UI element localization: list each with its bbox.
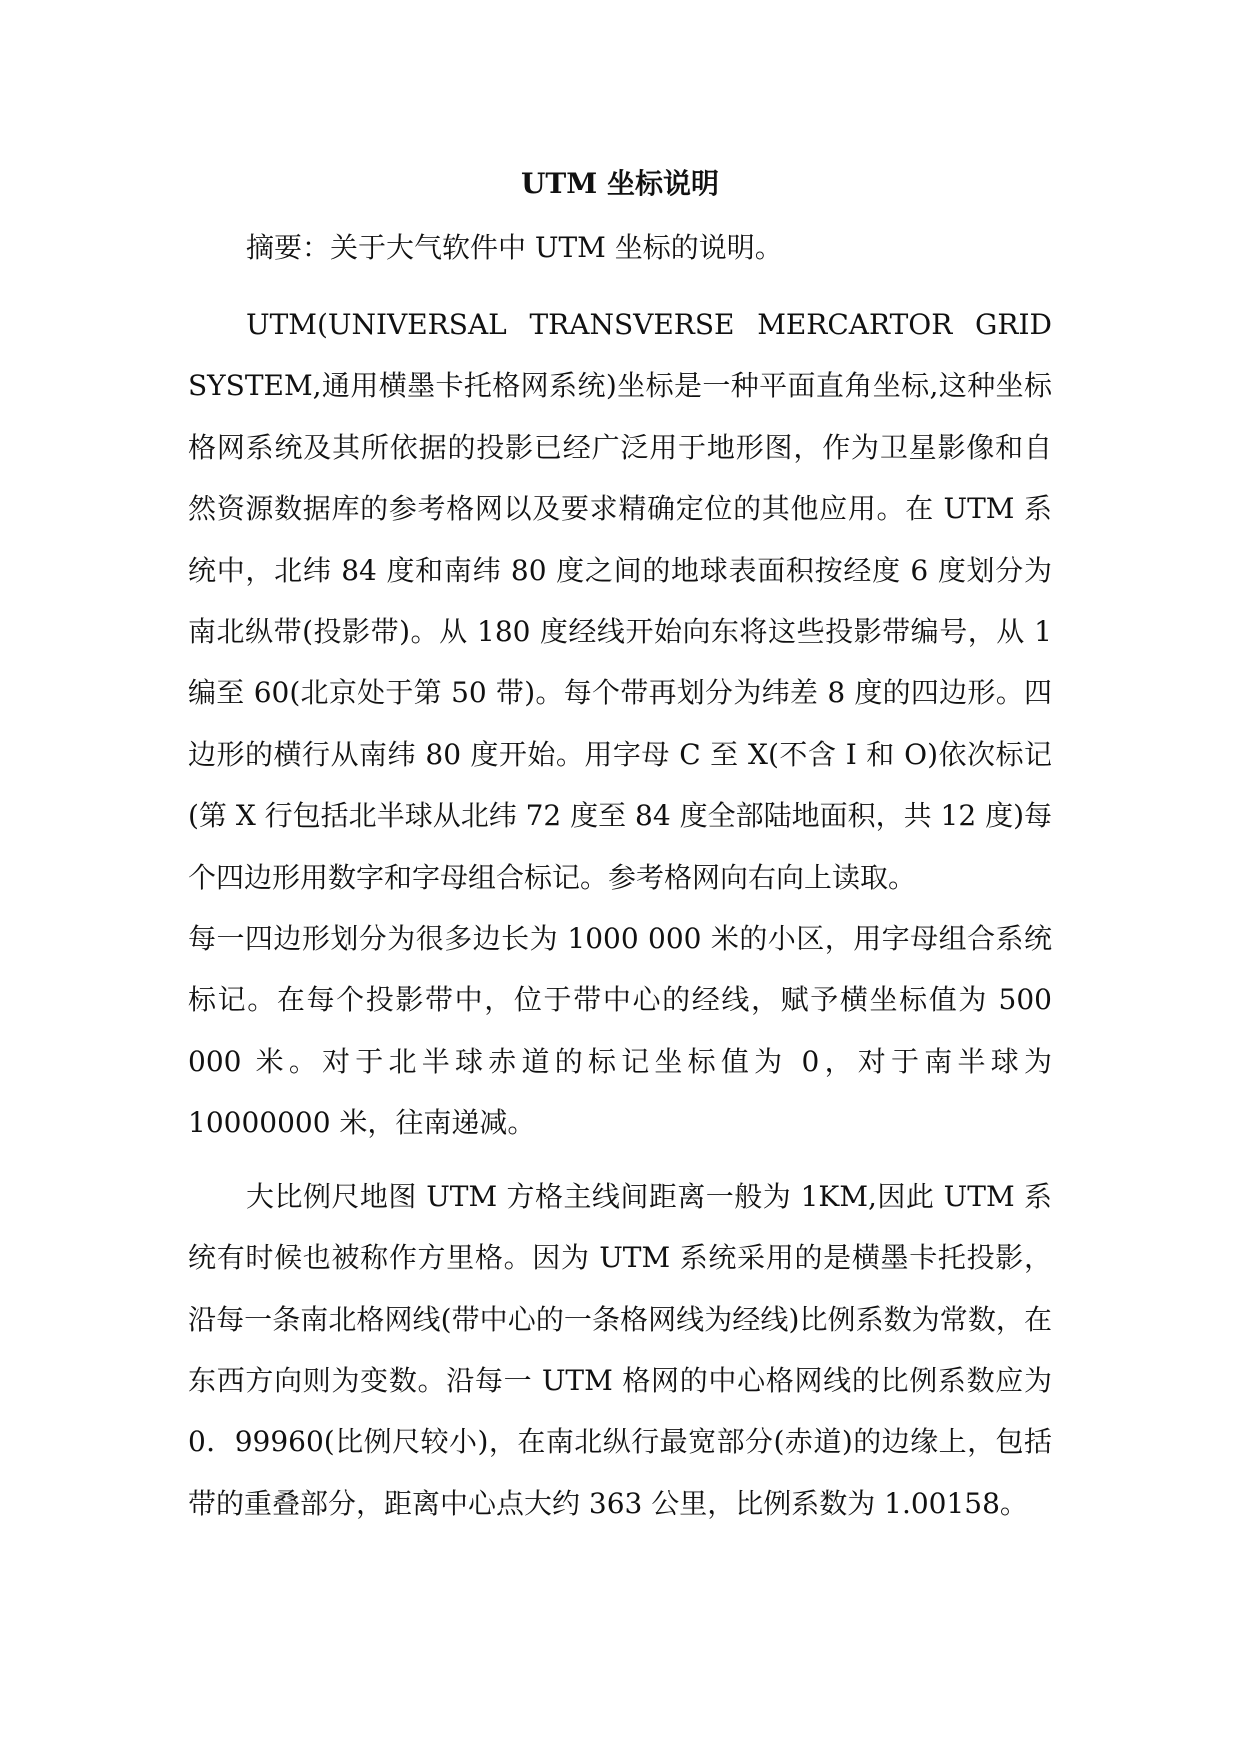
document-body xyxy=(188,294,1052,1534)
paragraph-scale-factor: 大比例尺地图 UTM 方格主线间距离一般为 1KM,因此 UTM 系统有时候也被称作方里格。因为 UTM 系统采用的是横墨卡托投影，沿每一条南北格网线(带中心的一条格网线为经线)比例系数为常数，在东西方向则为变数。沿每一 UTM 格网的中心格网线的比例系数应为 0．99960(比例尺较小)，在南北纵行最宽部分(赤道)的边缘上，包括带的重叠部分，距离中心点大约 363 公里，比例系数为 1.00158。 xyxy=(188,1179,1052,1520)
paragraph-grid-squares: 每一四边形划分为很多边长为 1000 000 米的小区，用字母组合系统标记。在每个投影带中，位于带中心的经线，赋予横坐标值为 500 000 米。对于北半球赤道的标记坐标值为 0，对于南半球为 10000000 米，往南递减。 xyxy=(188,922,1052,1140)
document-title: UTM 坐标说明 xyxy=(521,167,719,200)
paragraph-utm-definition: UTM(UNIVERSAL TRANSVERSE MERCARTOR GRID SYSTEM,通用横墨卡托格网系统)坐标是一种平面直角坐标,这种坐标格网系统及其所依据的投影已经广泛用于地形图，作为卫星影像和自然资源数据库的参考格网以及要求精确定位的其他应用。在 UTM 系统中，北纬 84 度和南纬 80 度之间的地球表面积按经度 6 度划分为南北纵带(投影带)。从 180 度经线开始向东将这些投影带编号，从 1 编至 60(北京处于第 50 带)。每个带再划分为纬差 8 度的四边形。四边形的横行从南纬 80 度开始。用字母 C 至 X(不含 I 和 O)依次标记(第 X 行包括北半球从北纬 72 度至 84 度全部陆地面积，共 12 度)每个四边形用数字和字母组合标记。参考格网向右向上读取。 xyxy=(188,308,1052,894)
abstract-paragraph: 摘要：关于大气软件中 UTM 坐标的说明。 xyxy=(246,231,783,264)
